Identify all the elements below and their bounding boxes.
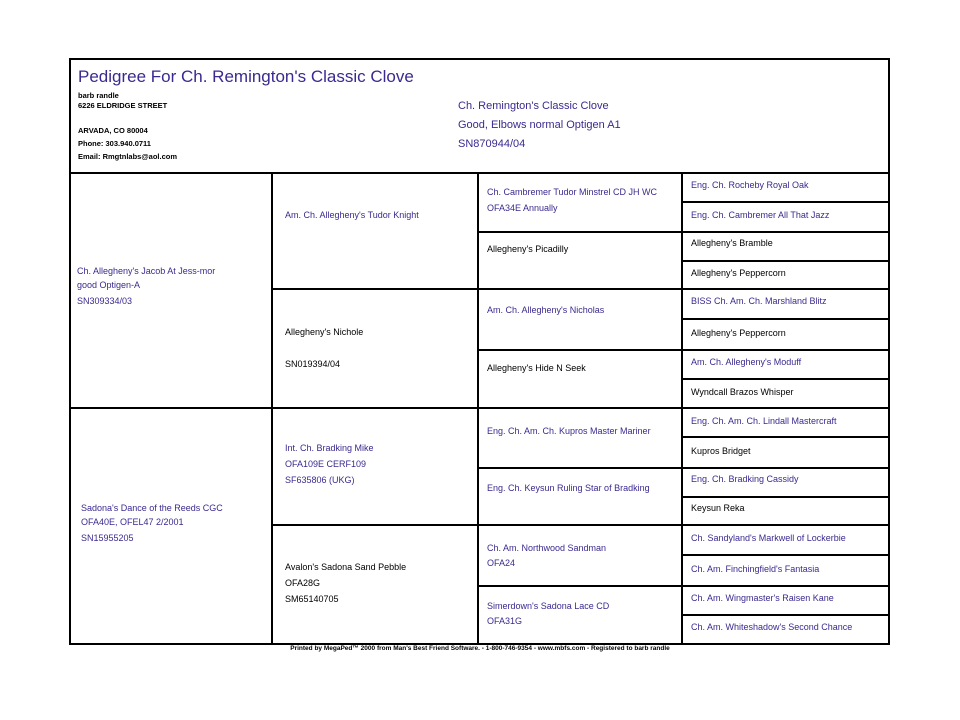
gen4-name-11: Eng. Ch. Bradking Cassidy <box>691 474 799 484</box>
gen4-name-7: Am. Ch. Allegheny's Moduff <box>691 357 802 367</box>
gen3-name-2: Allegheny's Picadilly <box>487 244 569 254</box>
gen4-name-16: Ch. Am. Whiteshadow's Second Chance <box>691 622 853 632</box>
dam-dam-health: OFA28G <box>285 578 321 588</box>
dam-dam-registration: SM65140705 <box>285 594 339 604</box>
subject-name: Ch. Remington's Classic Clove <box>458 100 609 112</box>
row-divider <box>681 378 888 380</box>
sire-health: good Optigen-A <box>77 280 141 290</box>
gen4-name-2: Eng. Ch. Cambremer All That Jazz <box>691 210 830 220</box>
gen3-name-5: Eng. Ch. Am. Ch. Kupros Master Mariner <box>487 426 651 436</box>
dam-name: Sadona's Dance of the Reeds CGC <box>81 503 223 513</box>
gen3-name-1: Ch. Cambremer Tudor Minstrel CD JH WC <box>487 187 658 197</box>
dam-registration: SN15955205 <box>81 533 134 543</box>
owner-city: ARVADA, CO 80004 <box>78 126 148 135</box>
gen4-name-10: Kupros Bridget <box>691 446 751 456</box>
gen3-name-4: Allegheny's Hide N Seek <box>487 363 586 373</box>
gen4-name-3: Allegheny's Bramble <box>691 238 773 248</box>
pedigree-title: Pedigree For Ch. Remington's Classic Clove <box>78 67 414 86</box>
gen3-name-8: Simerdown's Sadona Lace CD <box>487 601 610 611</box>
sire-name: Ch. Allegheny's Jacob At Jess-mor <box>77 266 216 276</box>
owner-street: 6226 ELDRIDGE STREET <box>78 101 168 110</box>
sire-sire-name: Am. Ch. Allegheny's Tudor Knight <box>285 210 419 220</box>
footer-credit: Printed by MegaPed™ 2000 from Man's Best Friend Software. - 1-800-746-9354 - www.mbfs.com - Registered to barb randle <box>290 645 670 652</box>
row-divider <box>681 436 888 438</box>
owner-phone: Phone: 303.940.0711 <box>78 139 151 148</box>
pedigree-document <box>69 58 890 645</box>
subject-registration: SN870944/04 <box>458 138 526 150</box>
sire-dam-name: Allegheny's Nichole <box>285 327 364 337</box>
row-divider <box>477 585 888 587</box>
subject-health: Good, Elbows normal Optigen A1 <box>458 119 621 131</box>
gen4-name-15: Ch. Am. Wingmaster's Raisen Kane <box>691 593 834 603</box>
row-divider <box>681 201 888 203</box>
owner-name: barb randle <box>78 91 119 100</box>
gen3-health-1: OFA34E Annually <box>487 203 558 213</box>
dam-health: OFA40E, OFEL47 2/2001 <box>81 517 184 527</box>
gen4-name-4: Allegheny's Peppercorn <box>691 268 786 278</box>
row-divider <box>271 524 888 526</box>
gen4-name-9: Eng. Ch. Am. Ch. Lindall Mastercraft <box>691 416 837 426</box>
row-divider <box>681 318 888 320</box>
sire-dam-registration: SN019394/04 <box>285 359 341 369</box>
row-divider <box>681 496 888 498</box>
gen4-name-13: Ch. Sandyland's Markwell of Lockerbie <box>691 533 846 543</box>
gen4-name-1: Eng. Ch. Rocheby Royal Oak <box>691 180 809 190</box>
gen4-name-8: Wyndcall Brazos Whisper <box>691 387 794 397</box>
row-divider <box>71 407 888 409</box>
owner-email: Email: Rmgtnlabs@aol.com <box>78 152 177 161</box>
gen3-name-6: Eng. Ch. Keysun Ruling Star of Bradking <box>487 483 650 493</box>
pedigree-header <box>71 60 888 174</box>
gen3-health-8: OFA31G <box>487 616 523 626</box>
row-divider <box>681 260 888 262</box>
gen4-name-6: Allegheny's Peppercorn <box>691 328 786 338</box>
dam-sire-health: OFA109E CERF109 <box>285 459 367 469</box>
gen3-name-3: Am. Ch. Allegheny's Nicholas <box>487 305 605 315</box>
row-divider <box>681 614 888 616</box>
dam-sire-name: Int. Ch. Bradking Mike <box>285 443 374 453</box>
row-divider <box>477 231 888 233</box>
gen4-name-12: Keysun Reka <box>691 503 745 513</box>
gen3-name-7: Ch. Am. Northwood Sandman <box>487 543 607 553</box>
gen3-health-7: OFA24 <box>487 558 516 568</box>
row-divider <box>681 554 888 556</box>
row-divider <box>271 288 888 290</box>
dam-sire-registration: SF635806 (UKG) <box>285 475 355 485</box>
row-divider <box>477 467 888 469</box>
row-divider <box>477 349 888 351</box>
gen4-name-14: Ch. Am. Finchingfield's Fantasia <box>691 564 820 574</box>
sire-registration: SN309334/03 <box>77 296 133 306</box>
dam-dam-name: Avalon's Sadona Sand Pebble <box>285 562 407 572</box>
gen4-name-5: BISS Ch. Am. Ch. Marshland Blitz <box>691 296 827 306</box>
